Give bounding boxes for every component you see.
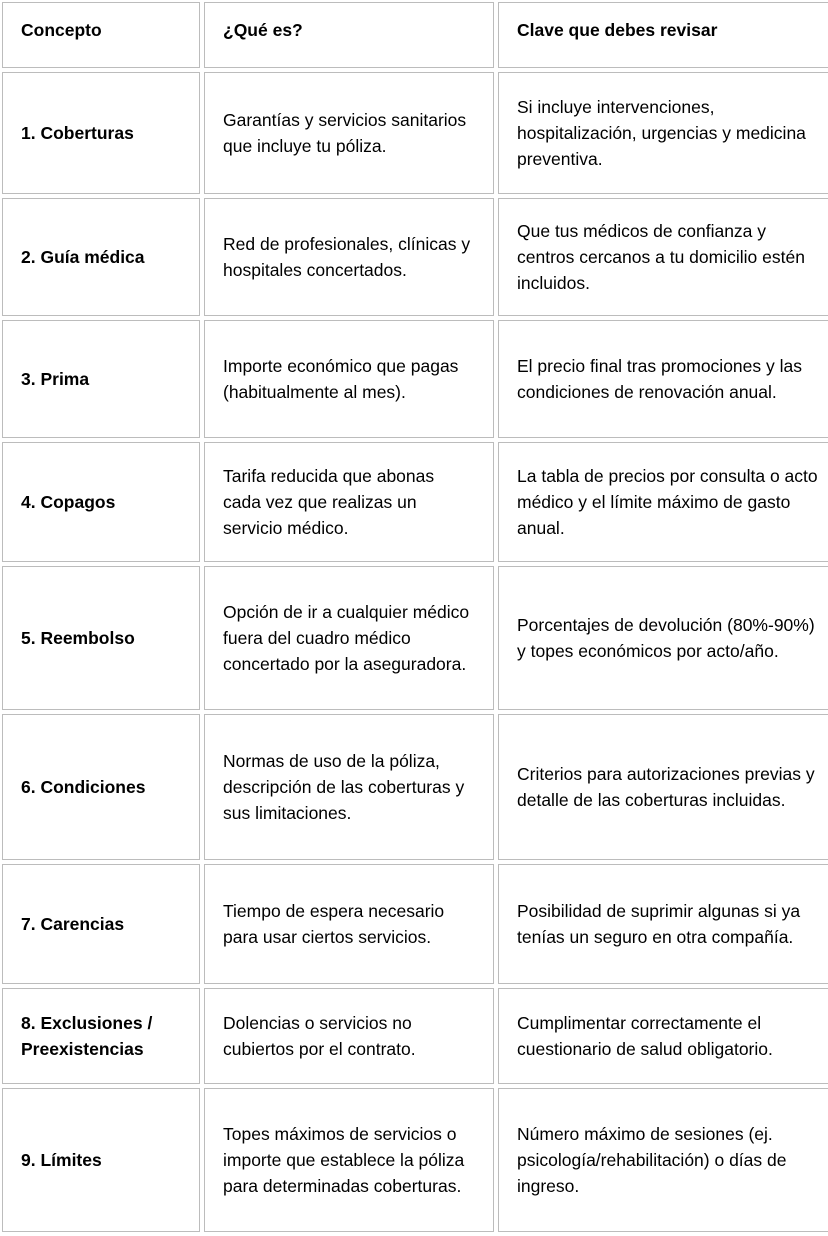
concept-cell: 5. Reembolso	[2, 566, 200, 710]
definition-cell: Topes máximos de servicios o importe que establece la póliza para determinadas coberturas.	[204, 1088, 494, 1232]
check-cell: Número máximo de sesiones (ej. psicología/rehabilitación) o días de ingreso.	[498, 1088, 828, 1232]
concept-cell: 1. Coberturas	[2, 72, 200, 194]
definition-cell: Red de profesionales, clínicas y hospitales concertados.	[204, 198, 494, 316]
table-row	[2, 566, 828, 710]
concept-cell: 6. Condiciones	[2, 714, 200, 860]
table-row	[2, 988, 828, 1084]
definition-cell: Tarifa reducida que abonas cada vez que realizas un servicio médico.	[204, 442, 494, 562]
table-row	[2, 864, 828, 984]
definition-cell: Tiempo de espera necesario para usar ciertos servicios.	[204, 864, 494, 984]
check-cell: Posibilidad de suprimir algunas si ya tenías un seguro en otra compañía.	[498, 864, 828, 984]
check-cell: Porcentajes de devolución (80%-90%) y topes económicos por acto/año.	[498, 566, 828, 710]
check-cell: Cumplimentar correctamente el cuestionario de salud obligatorio.	[498, 988, 828, 1084]
concept-cell: 9. Límites	[2, 1088, 200, 1232]
table-row	[2, 714, 828, 860]
table-row	[2, 198, 828, 316]
definition-cell: Normas de uso de la póliza, descripción de las coberturas y sus limitaciones.	[204, 714, 494, 860]
table-row	[2, 442, 828, 562]
concept-cell: 4. Copagos	[2, 442, 200, 562]
definition-cell: Importe económico que pagas (habitualmente al mes).	[204, 320, 494, 438]
table-row	[2, 1088, 828, 1232]
concept-cell: 7. Carencias	[2, 864, 200, 984]
check-cell: Que tus médicos de confianza y centros cercanos a tu domicilio estén incluidos.	[498, 198, 828, 316]
definition-cell: Garantías y servicios sanitarios que incluye tu póliza.	[204, 72, 494, 194]
concept-cell: 2. Guía médica	[2, 198, 200, 316]
check-cell: Criterios para autorizaciones previas y detalle de las coberturas incluidas.	[498, 714, 828, 860]
definition-cell: Opción de ir a cualquier médico fuera del cuadro médico concertado por la aseguradora.	[204, 566, 494, 710]
header-clave-revisar: Clave que debes revisar	[498, 2, 828, 68]
header-que-es: ¿Qué es?	[204, 2, 494, 68]
header-concepto: Concepto	[2, 2, 200, 68]
definition-cell: Dolencias o servicios no cubiertos por el contrato.	[204, 988, 494, 1084]
concept-cell: 3. Prima	[2, 320, 200, 438]
check-cell: Si incluye intervenciones, hospitalización, urgencias y medicina preventiva.	[498, 72, 828, 194]
check-cell: El precio final tras promociones y las condiciones de renovación anual.	[498, 320, 828, 438]
table-row	[2, 72, 828, 194]
concept-cell: 8. Exclusiones / Preexistencias	[2, 988, 200, 1084]
table-header-row	[2, 2, 828, 68]
check-cell: La tabla de precios por consulta o acto médico y el límite máximo de gasto anual.	[498, 442, 828, 562]
table-row	[2, 320, 828, 438]
